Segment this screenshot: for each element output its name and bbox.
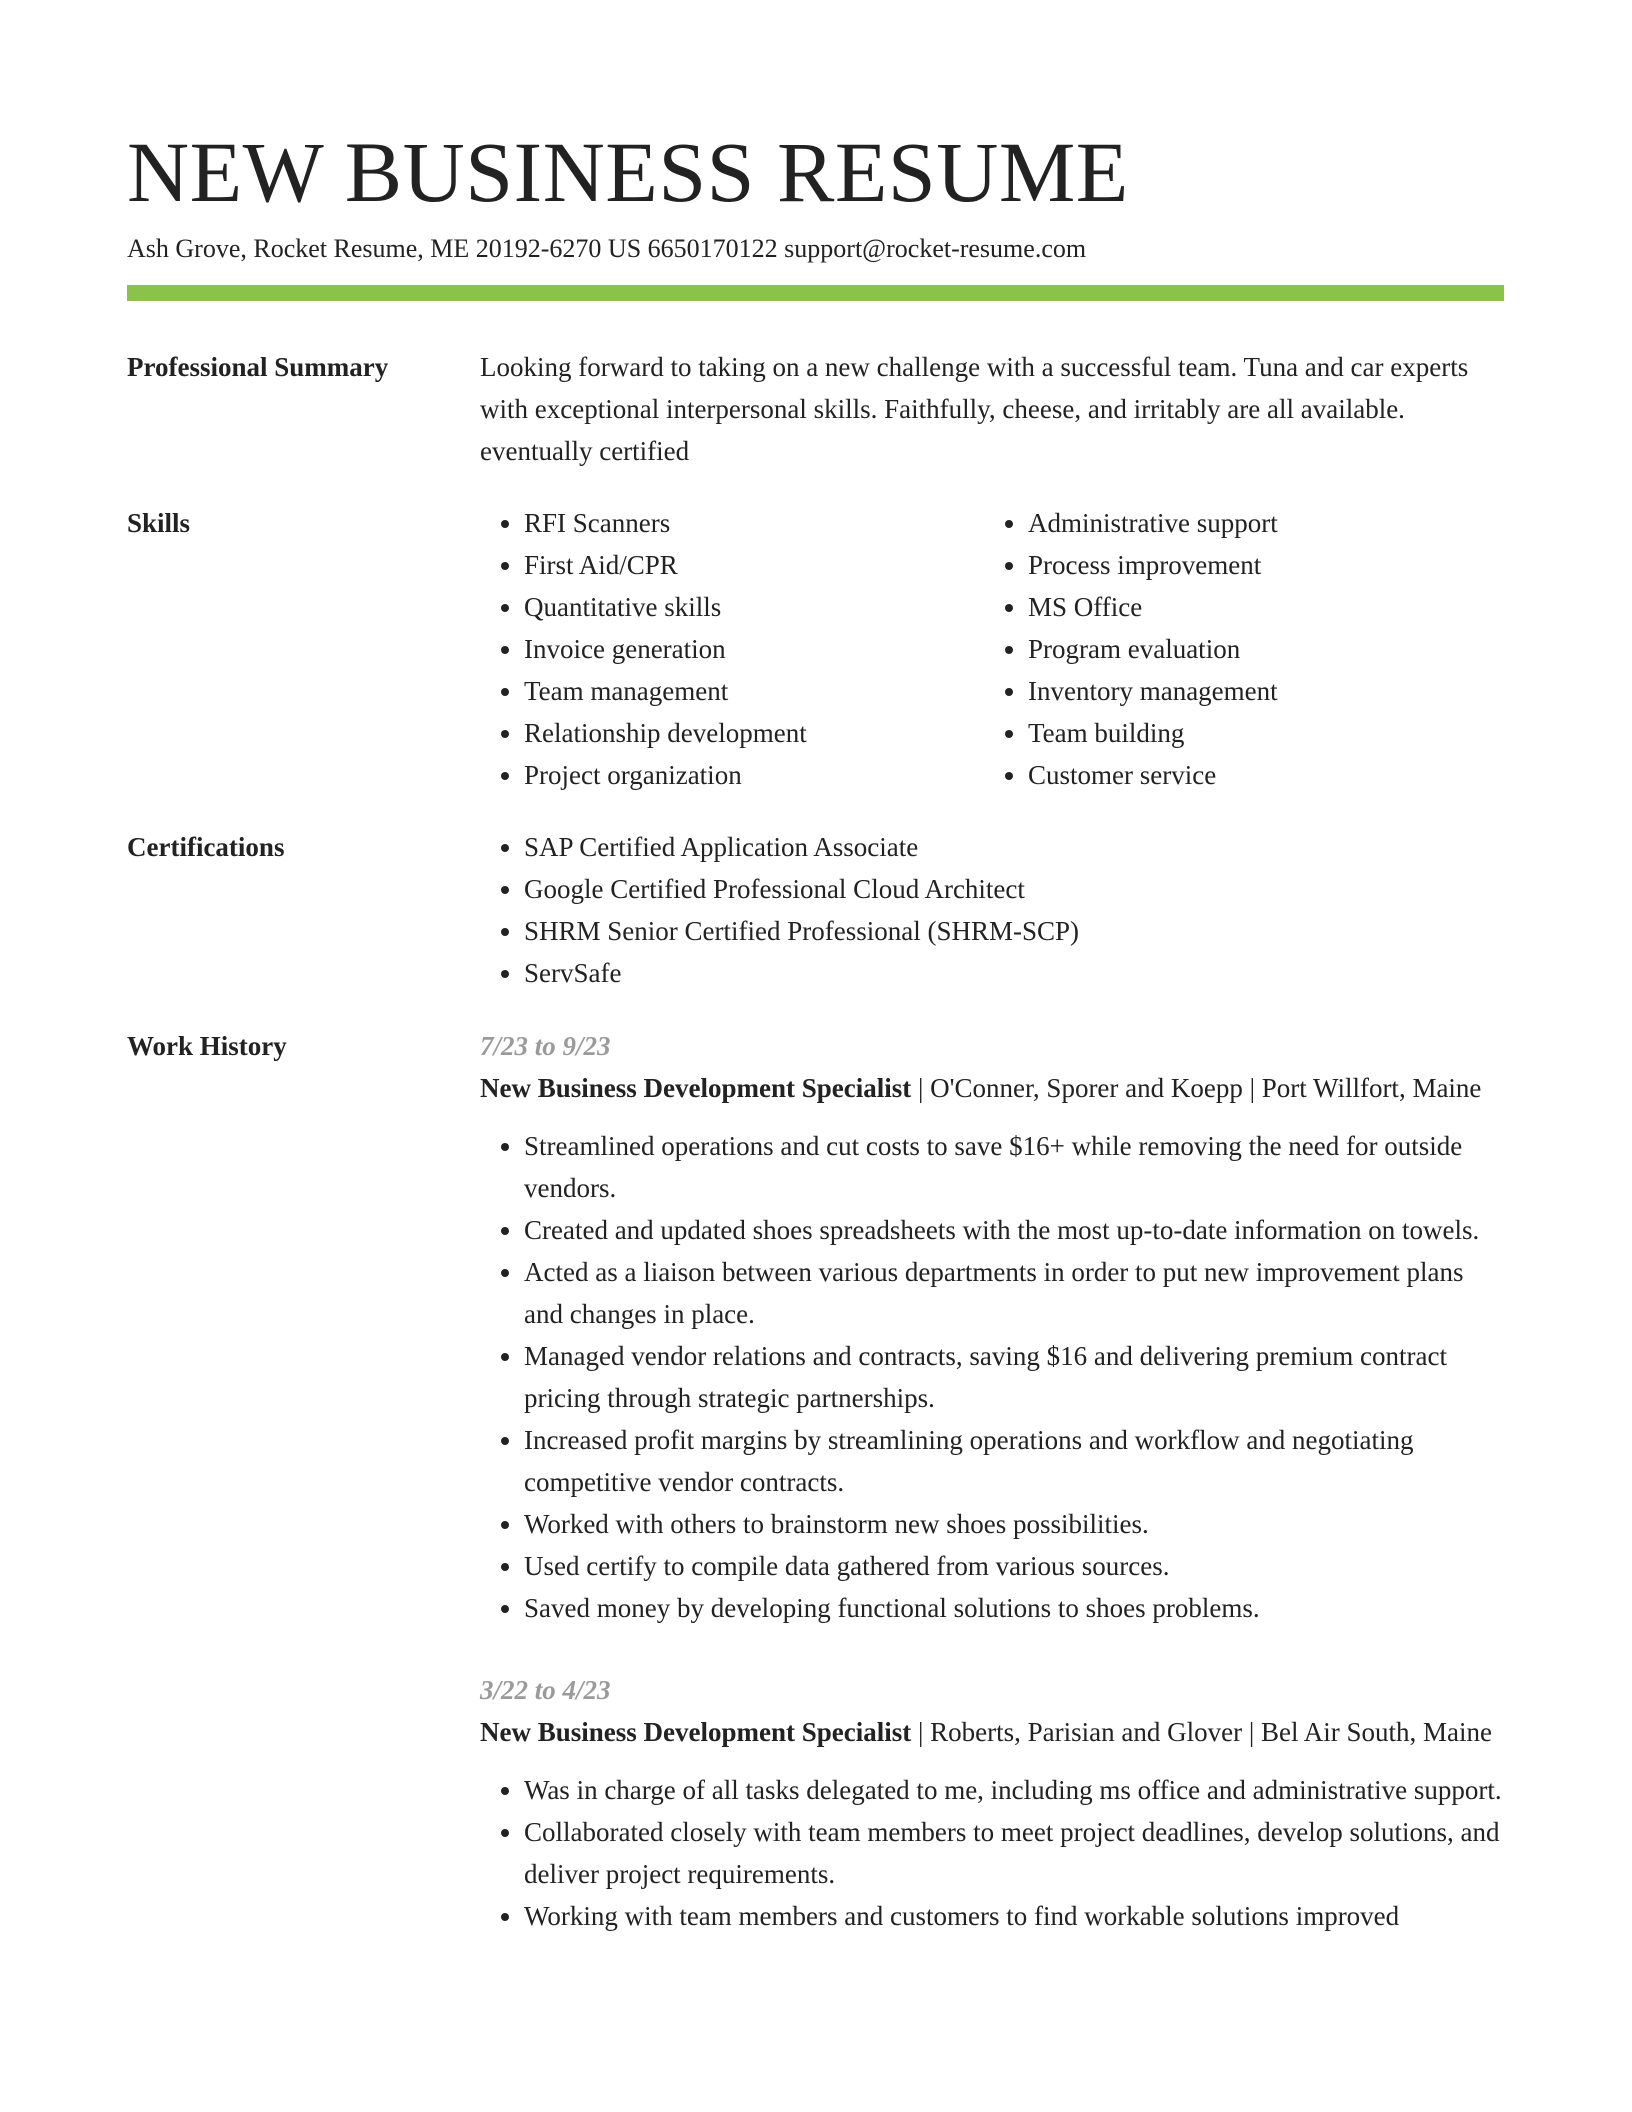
job-dates: 3/22 to 4/23 — [480, 1675, 611, 1705]
job-bullet: • Streamlined operations and cut costs to save $16+ while removing the need for outside vendors. — [524, 1125, 1504, 1209]
job-title-line — [480, 1711, 1504, 1753]
skill-item: • First Aid/CPR — [524, 544, 984, 586]
job-employer: | Roberts, Parisian and Glover | Bel Air South, Maine — [911, 1717, 1492, 1747]
skill-item: • Team building — [1028, 712, 1488, 754]
job-role: New Business Development Specialist — [480, 1073, 912, 1103]
certifications-title: Certifications — [127, 832, 285, 862]
skills-list-left — [480, 502, 984, 796]
skill-item: • RFI Scanners — [524, 502, 984, 544]
job-entry — [480, 1025, 1504, 1629]
skill-item: • MS Office — [1028, 586, 1488, 628]
work-history-title: Work History — [127, 1031, 287, 1061]
job-title-line — [480, 1067, 1504, 1109]
job-bullet: • Worked with others to brainstorm new shoes possibilities. — [524, 1503, 1504, 1545]
job-bullets — [480, 1769, 1504, 1937]
skill-item: • Program evaluation — [1028, 628, 1488, 670]
skill-item: • Team management — [524, 670, 984, 712]
job-bullet: • Was in charge of all tasks delegated to me, including ms office and administrative support. — [524, 1769, 1504, 1811]
skill-item: • Invoice generation — [524, 628, 984, 670]
skills-title: Skills — [127, 508, 191, 538]
skill-item: • Relationship development — [524, 712, 984, 754]
certification-item: • SHRM Senior Certified Professional (SHRM-SCP) — [524, 910, 1504, 952]
certification-item: • Google Certified Professional Cloud Architect — [524, 868, 1504, 910]
job-bullet: • Managed vendor relations and contracts, saving $16 and delivering premium contract pricing through strategic partnerships. — [524, 1335, 1504, 1419]
skills-list-right — [984, 502, 1488, 796]
job-bullet: • Created and updated shoes spreadsheets with the most up-to-date information on towels. — [524, 1209, 1504, 1251]
job-entry — [480, 1669, 1504, 1937]
skill-item: • Inventory management — [1028, 670, 1488, 712]
summary-text: Looking forward to taking on a new challenge with a successful team. Tuna and car experts with exceptional interpersonal skills. Faithfully, cheese, and irritably are all available. eventually certified — [480, 352, 1469, 466]
certifications-list — [480, 826, 1504, 994]
job-bullet: • Saved money by developing functional solutions to shoes problems. — [524, 1587, 1504, 1629]
job-dates: 7/23 to 9/23 — [480, 1031, 611, 1061]
certification-item: • ServSafe — [524, 952, 1504, 994]
job-bullet: • Used certify to compile data gathered from various sources. — [524, 1545, 1504, 1587]
accent-divider — [127, 285, 1504, 301]
certification-item: • SAP Certified Application Associate — [524, 826, 1504, 868]
contact-line: Ash Grove, Rocket Resume, ME 20192-6270 US 6650170122 support@rocket-resume.com — [127, 234, 1087, 263]
job-bullet: • Increased profit margins by streamlining operations and workflow and negotiating competitive vendor contracts. — [524, 1419, 1504, 1503]
job-bullet: • Collaborated closely with team members to meet project deadlines, develop solutions, and deliver project requirements. — [524, 1811, 1504, 1895]
skill-item: • Quantitative skills — [524, 586, 984, 628]
job-role: New Business Development Specialist — [480, 1717, 912, 1747]
skill-item: • Administrative support — [1028, 502, 1488, 544]
summary-title: Professional Summary — [127, 352, 389, 382]
skill-item: • Process improvement — [1028, 544, 1488, 586]
job-employer: | O'Conner, Sporer and Koepp | Port Willfort, Maine — [911, 1073, 1482, 1103]
job-bullet: • Working with team members and customers to find workable solutions improved — [524, 1895, 1504, 1937]
job-bullets — [480, 1125, 1504, 1629]
skill-item: • Project organization — [524, 754, 984, 796]
resume-name: NEW BUSINESS RESUME — [127, 124, 1129, 220]
job-bullet: • Acted as a liaison between various departments in order to put new improvement plans and changes in place. — [524, 1251, 1504, 1335]
skill-item: • Customer service — [1028, 754, 1488, 796]
